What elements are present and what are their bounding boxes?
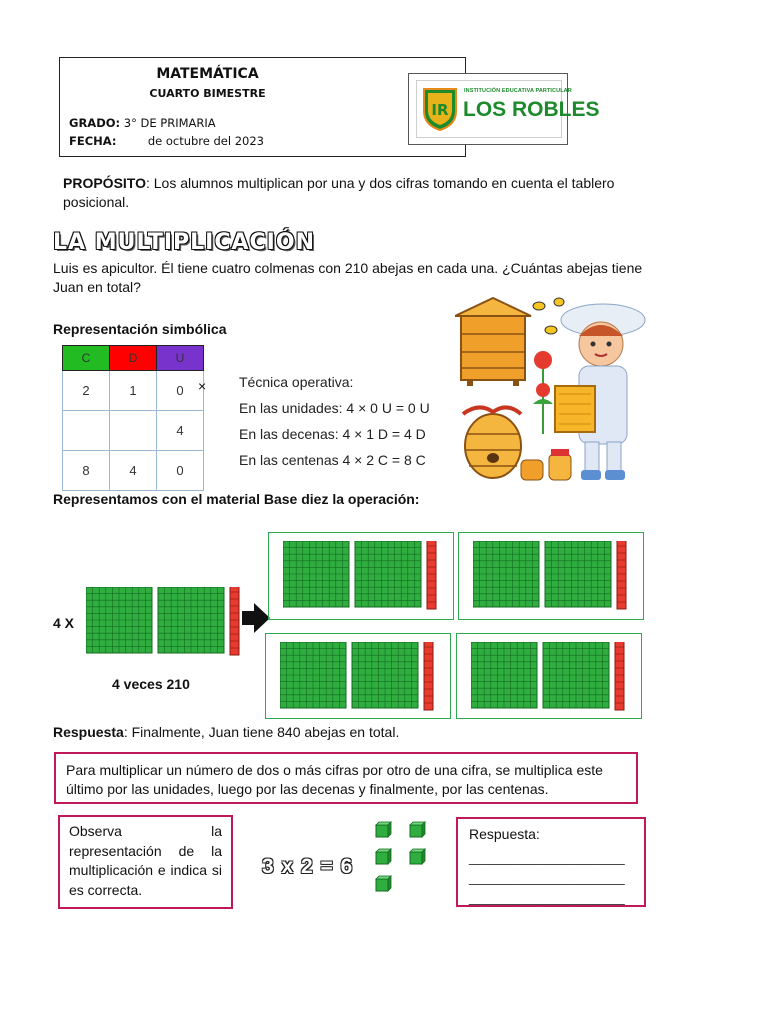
- table-cell: [110, 411, 157, 451]
- hundred-flat: [283, 541, 349, 607]
- logo-institution-text: INSTITUCIÓN EDUCATIVA PARTICULAR: [464, 88, 572, 94]
- exercise-instruction-box: [58, 815, 233, 909]
- purpose-text: : Los alumnos multiplican por una y dos cifras tomando en cuenta el tablero posicional.: [63, 175, 615, 210]
- hundred-flat: [473, 541, 539, 607]
- symbolic-heading: Representación simbólica: [53, 321, 227, 337]
- multiply-operator: ×: [198, 378, 207, 394]
- hundred-flat: [158, 587, 224, 653]
- exercise-equation: 3 x 2 = 6: [262, 855, 354, 878]
- table-cell: 4: [157, 411, 204, 451]
- problem-text: Luis es apicultor. Él tiene cuatro colmenas con 210 abejas en cada una. ¿Cuántas abejas tiene Juan en total?: [53, 260, 643, 295]
- response-blanks: [469, 847, 625, 907]
- grade-label: GRADO:: [69, 116, 121, 130]
- unit-cube: [376, 849, 391, 864]
- hundred-flat: [471, 642, 537, 708]
- hundred-flat: [86, 587, 152, 653]
- rule-text: Para multiplicar un número de dos o más cifras por otro de una cifra, se multiplica este último por las unidades, luego por las decenas y finalmente, por las centenas.: [66, 762, 603, 797]
- base-ten-group-2: [458, 532, 644, 620]
- multiplier-label: 4 X: [53, 615, 75, 631]
- base-ten-set: [473, 541, 633, 618]
- hundred-flat: [545, 541, 611, 607]
- technique-line-hundreds: En las centenas 4 × 2 C = 8 C: [239, 452, 426, 468]
- hundred-flat: [543, 642, 609, 708]
- grade-value: 3° DE PRIMARIA: [123, 116, 216, 130]
- place-value-header-row: [63, 346, 204, 371]
- logo-frame: [416, 80, 600, 138]
- base-ten-original-group: [86, 587, 246, 657]
- place-value-table: [62, 345, 207, 491]
- logo-emblem-text: IR: [431, 101, 449, 119]
- table-cell: [63, 411, 110, 451]
- base-ten-set: [471, 642, 631, 719]
- date-label: FECHA:: [69, 134, 117, 148]
- base-ten-group-4: [456, 633, 642, 719]
- date-line: [69, 134, 264, 148]
- blank-line[interactable]: ____________________: [469, 849, 625, 865]
- hundred-flat: [355, 541, 421, 607]
- purpose-paragraph: [63, 174, 663, 212]
- table-row: [63, 371, 204, 411]
- table-cell: 0: [157, 451, 204, 491]
- technique-line-units: En las unidades: 4 × 0 U = 0 U: [239, 400, 430, 416]
- blank-line[interactable]: ____________________: [469, 869, 625, 885]
- technique-title: Técnica operativa:: [239, 374, 354, 390]
- unit-cube: [410, 822, 425, 837]
- purpose-label: PROPÓSITO: [63, 175, 146, 191]
- answer-label: Respuesta: [53, 724, 124, 740]
- table-cell: 4: [110, 451, 157, 491]
- table-cell: 0: [157, 371, 204, 411]
- period-subtitle: CUARTO BIMESTRE: [149, 87, 266, 100]
- base-ten-set: [283, 541, 443, 618]
- material-heading: Representamos con el material Base diez la operación:: [53, 491, 420, 507]
- response-box: [456, 817, 646, 907]
- unit-cubes: [372, 820, 432, 900]
- school-logo: [408, 73, 600, 145]
- exercise-instruction-text: Observa la representación de la multiplicación e indica si es correcta.: [69, 823, 222, 898]
- technique-line-tens: En las decenas: 4 × 1 D = 4 D: [239, 426, 426, 442]
- base-ten-group-3: [265, 633, 451, 719]
- answer-line: [53, 724, 399, 740]
- ten-rod: [617, 541, 626, 609]
- date-value: de octubre del 2023: [147, 134, 264, 148]
- table-row: [63, 451, 204, 491]
- table-cell: 8: [63, 451, 110, 491]
- column-c-header: C: [63, 346, 110, 371]
- table-row: [63, 411, 204, 451]
- unit-cube: [410, 849, 425, 864]
- ten-rod: [230, 587, 239, 655]
- ten-rod: [615, 642, 624, 710]
- table-cell: 2: [63, 371, 110, 411]
- main-title: LA MULTIPLICACIÓN: [53, 230, 315, 255]
- header-box: [59, 57, 466, 157]
- base-ten-set: [280, 642, 440, 719]
- material-caption: 4 veces 210: [112, 676, 190, 692]
- column-d-header: D: [110, 346, 157, 371]
- hundred-flat: [352, 642, 418, 708]
- arrow-right-icon: [242, 603, 270, 633]
- base-ten-group-1: [268, 532, 454, 620]
- answer-text: : Finalmente, Juan tiene 840 abejas en total.: [123, 724, 400, 740]
- unit-cube: [376, 822, 391, 837]
- blank-line[interactable]: ____________________: [469, 889, 625, 905]
- ten-rod: [427, 541, 436, 609]
- logo-name: LOS ROBLES: [463, 98, 600, 121]
- response-label: Respuesta:: [469, 826, 540, 842]
- column-u-header: U: [157, 346, 204, 371]
- hundred-flat: [280, 642, 346, 708]
- table-cell: 1: [110, 371, 157, 411]
- unit-cube: [376, 876, 391, 891]
- ten-rod: [424, 642, 433, 710]
- grade-line: [69, 116, 216, 130]
- beekeeper-illustration: [455, 294, 647, 486]
- rule-box: [54, 752, 638, 804]
- subject-title: MATEMÁTICA: [156, 66, 259, 82]
- shield-emblem-icon: [422, 87, 458, 131]
